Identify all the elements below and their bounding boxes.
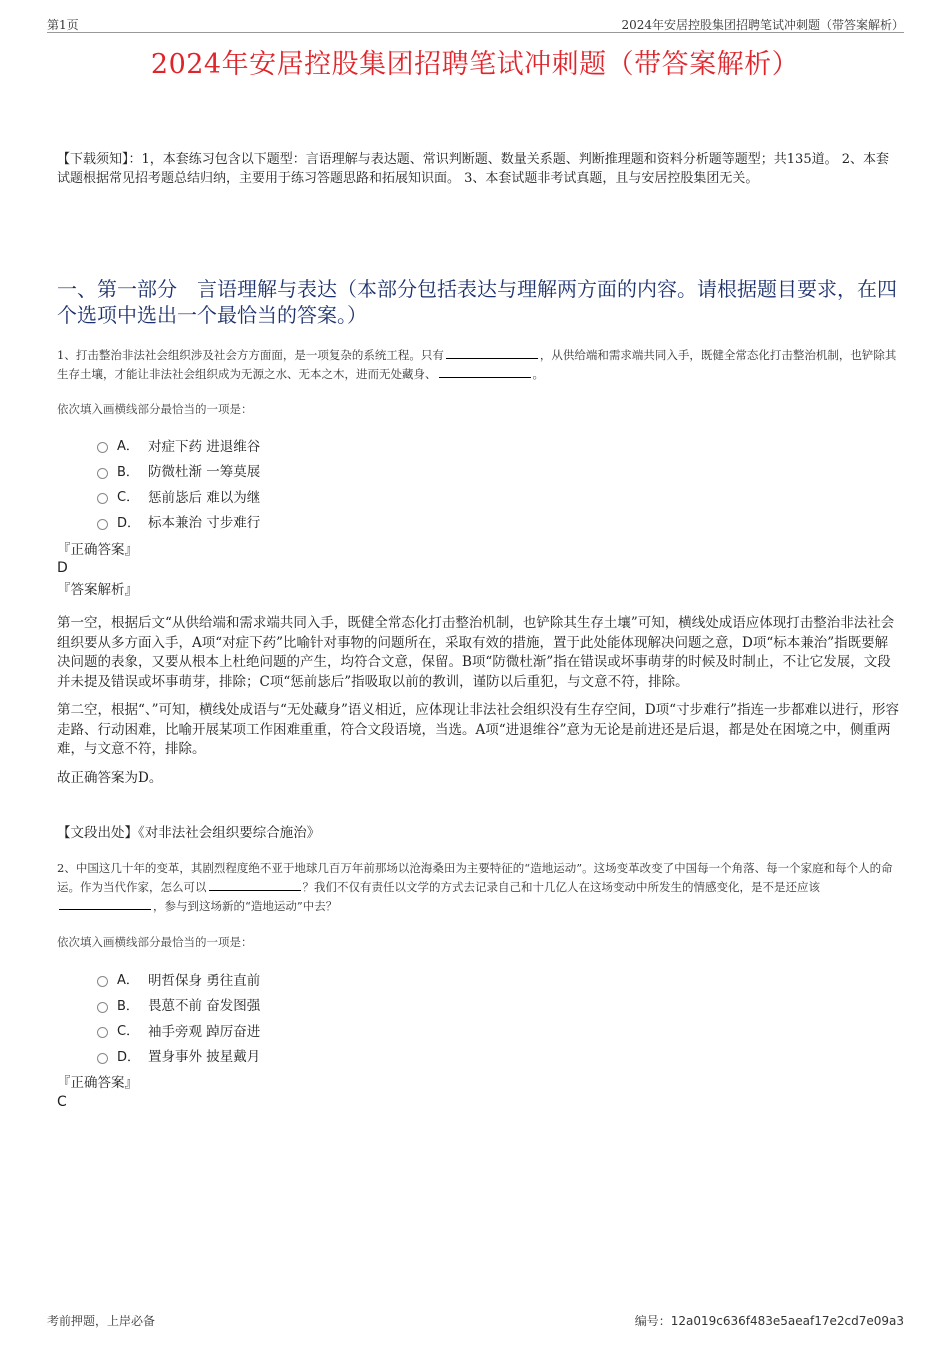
option-c[interactable]: C． 袖手旁观 踔厉奋进 — [97, 1017, 260, 1043]
option-d[interactable]: D． 置身事外 披星戴月 — [97, 1043, 260, 1069]
option-a[interactable]: A． 对症下药 进退维谷 — [97, 432, 260, 458]
document-title: 2024年安居控股集团招聘笔试冲刺题（带答案解析） — [150, 49, 800, 80]
download-notice: 【下载须知】：1，本套练习包含以下题型：言语理解与表达题、常识判断题、数量关系题、判断推理题和资料分析题等题型；共135道。 2、本套试题根据常见招考题总结归纳，主要用于练习答题思路和拓展知识面。 3、本套试题非考试真题，且与安居控股集团无关。 — [57, 152, 889, 186]
radio-icon[interactable] — [97, 468, 108, 479]
radio-icon[interactable] — [97, 1027, 108, 1038]
radio-icon[interactable] — [97, 1002, 108, 1013]
text-source: 【文段出处】《对非法社会组织要综合施治》 — [57, 825, 321, 841]
option-d[interactable]: D． 标本兼治 寸步难行 — [97, 509, 260, 535]
answer-blank — [209, 878, 301, 891]
question-1-prompt: 依次填入画横线部分最恰当的一项是： — [57, 402, 253, 416]
correct-answer-label: 『正确答案』 — [57, 542, 138, 558]
analysis-paragraph: 故正确答案为D。 — [57, 769, 163, 786]
footer-code: 编号：12a019c636f483e5aeaf17e2cd7e09a3 — [634, 1314, 904, 1328]
answer-blank — [59, 897, 151, 910]
answer-blank — [439, 365, 531, 378]
analysis-label: 『答案解析』 — [57, 582, 138, 598]
option-a[interactable]: A． 明哲保身 勇往直前 — [97, 966, 260, 992]
radio-icon[interactable] — [97, 442, 108, 453]
question-1-text: 1、打击整治非法社会组织涉及社会方方面面，是一项复杂的系统工程。只有 ，从供给端和需求端共同入手，既健全常态化打击整治机制，也铲除其生存土壤，才能让非法社会组织成为无源之水、无本之木，进而无处藏身、 。 — [57, 348, 897, 381]
radio-icon[interactable] — [97, 976, 108, 987]
footer-slogan: 考前押题，上岸必备 — [47, 1314, 156, 1328]
page-number: 第1页 — [47, 18, 79, 32]
page-footer — [47, 1312, 904, 1330]
page-header — [47, 14, 904, 33]
answer-blank — [446, 346, 538, 359]
radio-icon[interactable] — [97, 519, 108, 530]
question-2-prompt: 依次填入画横线部分最恰当的一项是： — [57, 935, 253, 949]
correct-answer: D — [57, 560, 68, 576]
radio-icon[interactable] — [97, 493, 108, 504]
question-1-options — [97, 432, 260, 534]
question-2-text: 2、中国这几十年的变革，其剧烈程度绝不亚于地球几百万年前那场以沧海桑田为主要特征的“造地运动”。这场变革改变了中国每一个角落、每一个家庭和每个人的命运。作为当代作家，怎么可以 ？我们不仅有责任以文学的方式去记录自己和十几亿人在这场变动中所发生的情感变化，是不是还应该，参与到这场新的“造地运动”中去？ — [57, 861, 893, 913]
option-b[interactable]: B． 防微杜渐 一筹莫展 — [97, 458, 260, 484]
radio-icon[interactable] — [97, 1053, 108, 1064]
option-c[interactable]: C． 惩前毖后 难以为继 — [97, 483, 260, 509]
question-2-options — [97, 966, 260, 1068]
correct-answer-label: 『正确答案』 — [57, 1075, 138, 1091]
header-doc-title: 2024年安居控股集团招聘笔试冲刺题（带答案解析） — [621, 18, 904, 32]
analysis-paragraph: 第二空，根据“、”可知，横线处成语与“无处藏身”语义相近，应体现让非法社会组织没有生存空间，D项“寸步难行”指连一步都难以进行，形容走路、行动困难，比喻开展某项工作困难重重，符合文段语境，当选。A项“进退维谷”意为无论是前进还是后退，都是处在困境之中，侧重两难，与文意不符，排除。 — [57, 702, 899, 757]
analysis-text — [57, 614, 899, 797]
analysis-paragraph: 第一空，根据后文“从供给端和需求端共同入手，既健全常态化打击整治机制，也铲除其生存土壤”可知，横线处成语应体现打击整治非法社会组织要从多方面入手，A项“对症下药”比喻针对事物的问题所在，采取有效的措施，置于此处能体现解决问题之意，D项“标本兼治”指既要解决问题的表象，又要从根本上杜绝问题的产生，均符合文意，保留。B项“防微杜渐”指在错误或坏事萌芽的时候及时制止，不让它发展，文段并未提及错误或坏事萌芽，排除；C项“惩前毖后”指吸取以前的教训，谨防以后重犯，与文意不符，排除。 — [57, 615, 895, 690]
correct-answer: C — [57, 1094, 67, 1110]
section-title: 一、第一部分 言语理解与表达（本部分包括表达与理解两方面的内容。请根据题目要求，在四个选项中选出一个最恰当的答案。） — [57, 277, 897, 327]
option-b[interactable]: B． 畏葸不前 奋发图强 — [97, 992, 260, 1018]
